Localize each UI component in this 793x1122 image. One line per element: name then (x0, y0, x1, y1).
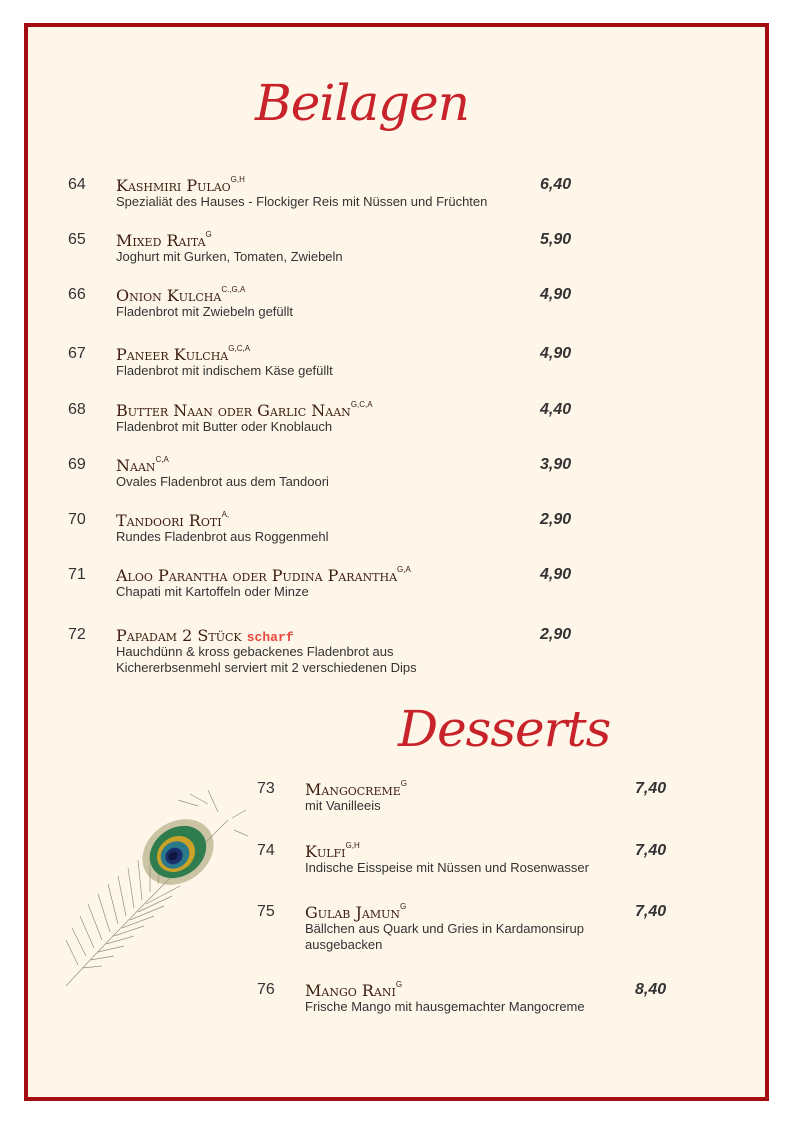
item-description: Fladenbrot mit Zwiebeln gefüllt (116, 304, 294, 319)
menu-item (0, 511, 793, 551)
item-description: mit Vanilleeis (305, 798, 381, 813)
item-name: Paneer Kulcha$^{G,C,A}$ (116, 344, 251, 364)
spicy-tag: scharf (246, 630, 294, 645)
menu-item (0, 903, 793, 959)
item-number: 65 (68, 231, 86, 248)
item-description: Ovales Fladenbrot aus dem Tandoori (116, 474, 329, 489)
item-name: Kashmiri Pulao$^{G,H}$ (116, 175, 245, 195)
item-name: Kulfi$^{G,H}$ (305, 841, 360, 861)
item-number: 67 (68, 345, 86, 362)
item-number: 75 (257, 903, 275, 920)
item-name: Aloo Parantha oder Pudina Parantha$^{G,A}$ (116, 565, 411, 585)
item-description: Frische Mango mit hausgemachter Mangocreme (305, 999, 585, 1014)
item-name: Mangocreme$^G$ (305, 779, 408, 799)
item-name: Onion Kulcha$^{C.,G,A}$ (116, 285, 246, 305)
item-price: 5,90 (540, 231, 572, 248)
menu-item (0, 626, 793, 682)
item-description: Chapati mit Kartoffeln oder Minze (116, 584, 309, 599)
beilagen-title: Beilagen (255, 74, 469, 132)
menu-item (0, 286, 793, 326)
item-price: 3,90 (540, 456, 572, 473)
item-description: Fladenbrot mit Butter oder Knoblauch (116, 419, 333, 434)
item-number: 68 (68, 401, 86, 418)
item-description: Fladenbrot mit indischem Käse gefüllt (116, 363, 333, 378)
item-price: 7,40 (635, 903, 667, 920)
item-number: 73 (257, 780, 275, 797)
item-name: Butter Naan oder Garlic Naan$^{G,C,A}$ (116, 400, 373, 420)
item-price: 6,40 (540, 176, 572, 193)
item-description: Indische Eisspeise mit Nüssen und Rosenwasser (305, 860, 589, 875)
item-number: 72 (68, 626, 86, 643)
item-number: 66 (68, 286, 86, 303)
item-description: Spezialiät des Hauses - Flockiger Reis mit Nüssen und Früchten (116, 194, 488, 209)
item-number: 70 (68, 511, 86, 528)
item-description: Bällchen aus Quark und Gries in Kardamonsirup ausgebacken (305, 921, 584, 952)
menu-item (0, 345, 793, 385)
item-number: 74 (257, 842, 275, 859)
item-name: Gulab Jamun$^G$ (305, 902, 407, 922)
menu-item (0, 231, 793, 271)
item-price: 7,40 (635, 780, 667, 797)
desserts-title: Desserts (398, 700, 611, 758)
item-name: Mixed Raita$^G$ (116, 230, 212, 250)
item-price: 4,40 (540, 401, 572, 418)
item-price: 2,90 (540, 511, 572, 528)
item-description: Rundes Fladenbrot aus Roggenmehl (116, 529, 329, 544)
item-price: 8,40 (635, 981, 667, 998)
menu-item (0, 401, 793, 441)
item-number: 71 (68, 566, 86, 583)
menu-item (0, 456, 793, 496)
peacock-feather-icon (58, 790, 248, 990)
menu-item (0, 780, 793, 820)
item-name: Papadam 2 Stück scharf (116, 626, 294, 645)
item-price: 4,90 (540, 345, 572, 362)
menu-item (0, 566, 793, 606)
item-price: 4,90 (540, 566, 572, 583)
item-name: Mango Rani$^G$ (305, 980, 403, 1000)
item-description: Joghurt mit Gurken, Tomaten, Zwiebeln (116, 249, 343, 264)
item-number: 69 (68, 456, 86, 473)
item-description: Hauchdünn & kross gebackenes Fladenbrot aus Kichererbsenmehl serviert mit 2 verschiedenen Dips (116, 644, 417, 675)
item-price: 7,40 (635, 842, 667, 859)
item-number: 64 (68, 176, 86, 193)
item-name: Tandoori Roti$^{A,}$ (116, 510, 230, 530)
item-name: Naan$^{C,A}$ (116, 455, 169, 475)
menu-item (0, 176, 793, 216)
menu-item (0, 842, 793, 882)
menu-item (0, 981, 793, 1021)
item-price: 4,90 (540, 286, 572, 303)
item-price: 2,90 (540, 626, 572, 643)
item-number: 76 (257, 981, 275, 998)
